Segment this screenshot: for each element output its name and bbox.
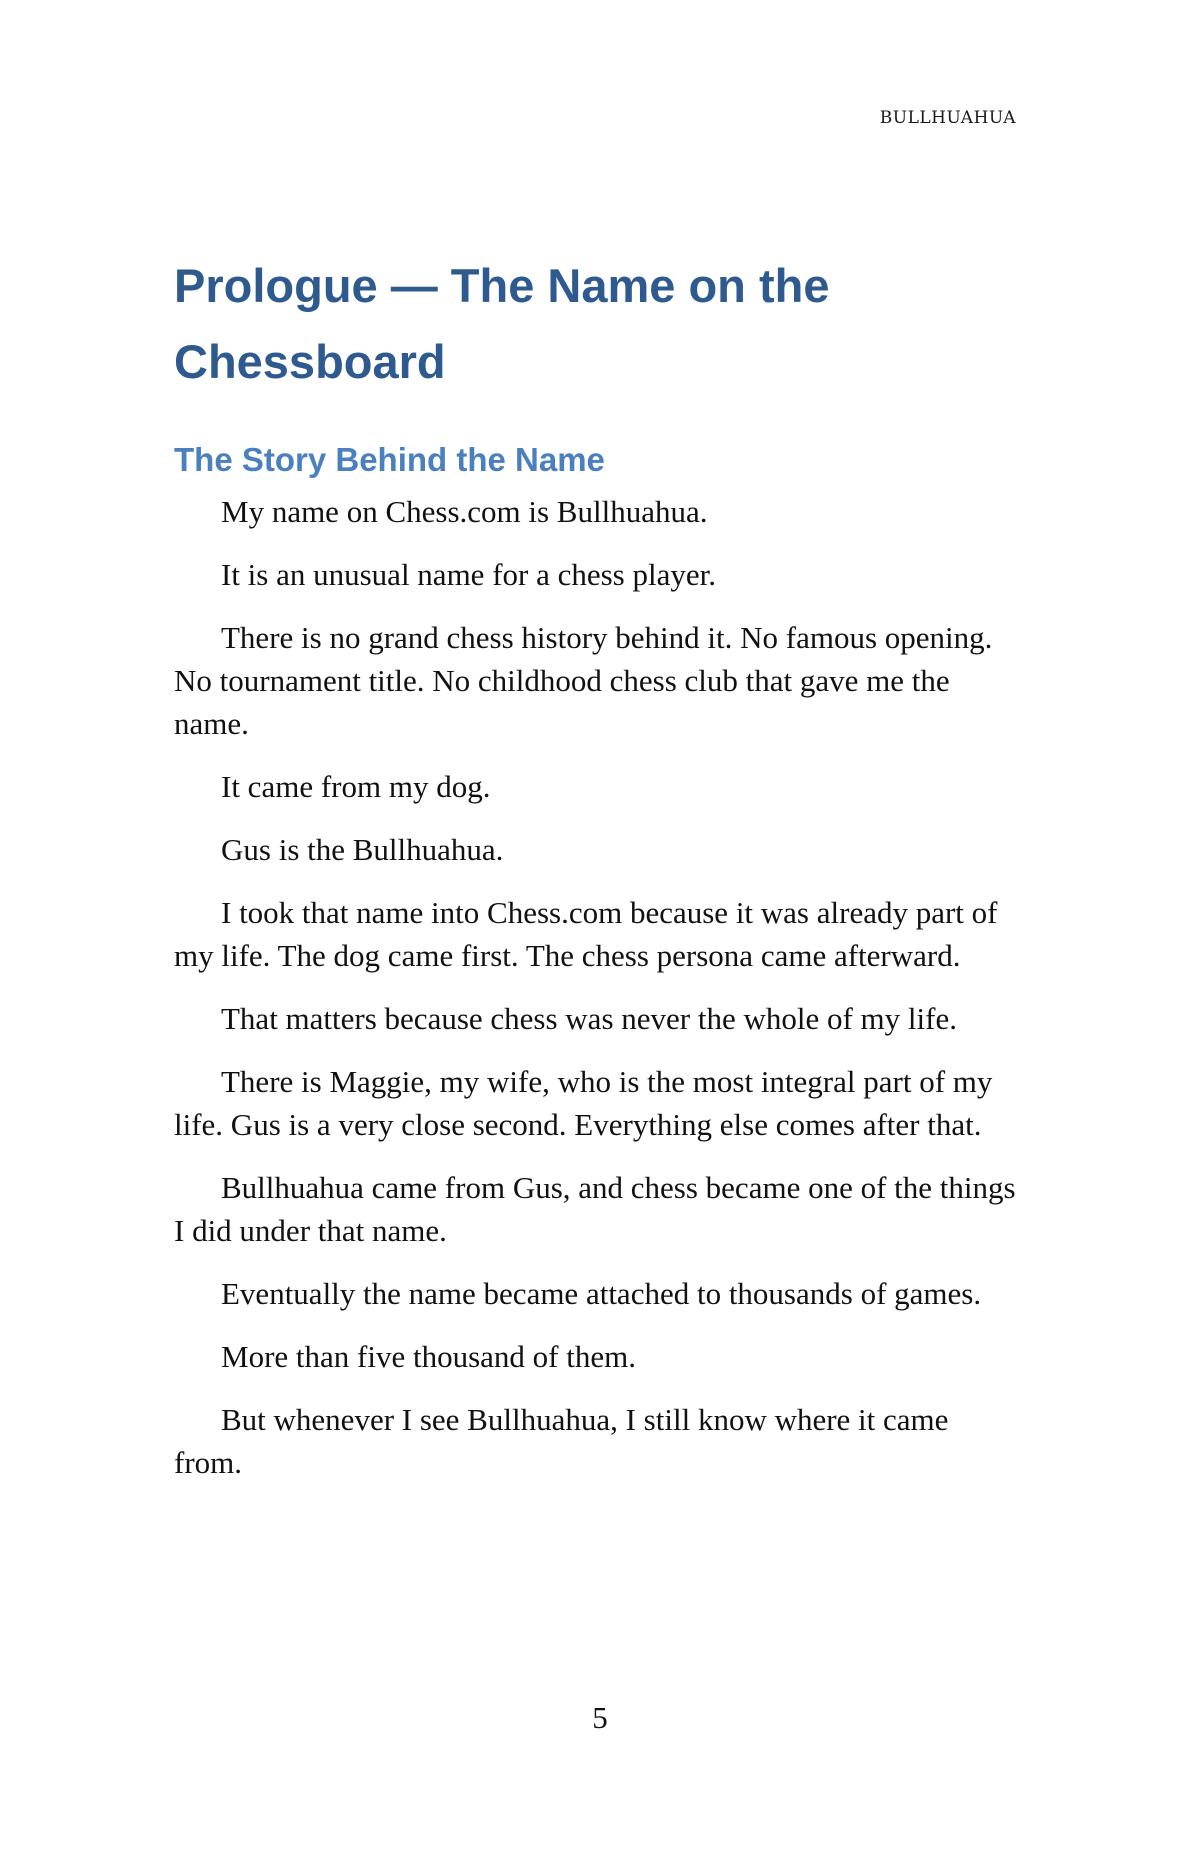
chapter-title: Prologue — The Name on the Chessboard: [174, 259, 830, 388]
paragraph: It is an unusual name for a chess player.: [221, 557, 716, 592]
paragraph: There is no grand chess history behind it. No famous opening. No tournament title. No childhood chess club that gave me the name.: [174, 620, 993, 741]
paragraph: There is Maggie, my wife, who is the most integral part of my life. Gus is a very close second. Everything else comes after that.: [174, 1064, 993, 1142]
running-header: BULLHUAHUA: [879, 108, 1016, 128]
paragraph: Eventually the name became attached to thousands of games.: [221, 1276, 982, 1311]
paragraph: I took that name into Chess.com because it was already part of my life. The dog came first. The chess persona came afterward.: [174, 895, 998, 973]
paragraph: But whenever I see Bullhuahua, I still know where it came from.: [174, 1402, 949, 1480]
paragraph: It came from my dog.: [221, 769, 491, 804]
paragraph: Gus is the Bullhuahua.: [221, 832, 504, 867]
paragraph: That matters because chess was never the whole of my life.: [221, 1001, 957, 1036]
paragraph: Bullhuahua came from Gus, and chess became one of the things I did under that name.: [174, 1170, 1016, 1248]
body-text: [174, 490, 1024, 1504]
section-title: The Story Behind the Name: [174, 441, 605, 478]
page-number: 5: [592, 1700, 608, 1735]
paragraph: More than five thousand of them.: [221, 1339, 636, 1374]
paragraph: My name on Chess.com is Bullhuahua.: [221, 494, 708, 529]
